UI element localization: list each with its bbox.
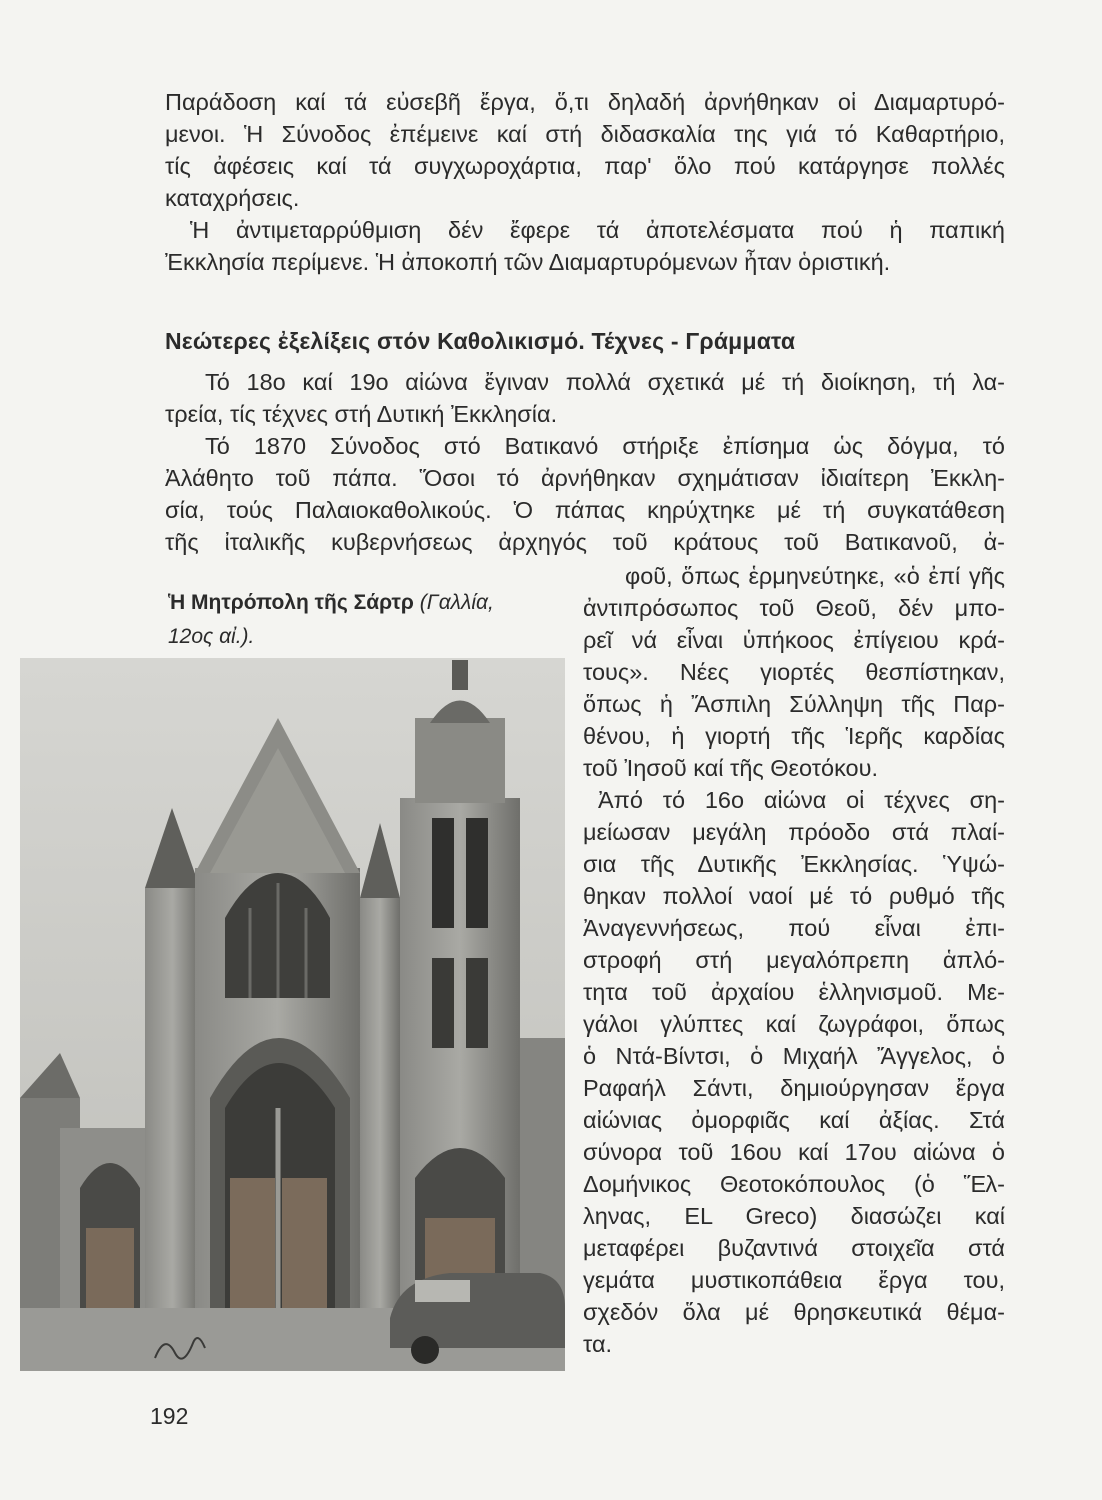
text-line: ὁ Ντά-Βίντσι, ὁ Μιχαήλ Ἄγγελος, ὁ bbox=[583, 1043, 1005, 1069]
text-line: γάλοι γλύπτες καί ζωγράφοι, ὅπως bbox=[583, 1011, 1005, 1037]
text-line: τα. bbox=[583, 1331, 613, 1357]
text-line: τητα τοῦ ἀρχαίου ἑλληνισμοῦ. Με- bbox=[583, 979, 1005, 1005]
text-line: Ἐκκλησία περίμενε. Ἡ ἀποκοπή τῶν Διαμαρτυρόμενων ἦταν ὁριστική. bbox=[165, 249, 891, 275]
text-line: μενοι. Ἡ Σύνοδος ἐπέμεινε καί στή διδασκαλία της γιά τό Καθαρτήριο, bbox=[165, 121, 1005, 147]
text-line: Ἡ ἀντιμεταρρύθμιση δέν ἔφερε τά ἀποτελέσματα πού ἡ παπική bbox=[190, 217, 1005, 243]
text-line: Ραφαήλ Σάντι, δημιούργησαν ἔργα bbox=[583, 1075, 1005, 1101]
text-line: τους». Νέες γιορτές θεσπίστηκαν, bbox=[583, 659, 1005, 685]
page-number: 192 bbox=[150, 1403, 189, 1429]
text-line: καταχρήσεις. bbox=[165, 185, 300, 211]
caption-detail: (Γαλλία, bbox=[419, 591, 494, 614]
text-line: Δομήνικος Θεοτοκόπουλος (ὁ Ἕλ- bbox=[583, 1171, 1005, 1197]
text-line: ἀντιπρόσωπος τοῦ Θεοῦ, δέν μπο- bbox=[583, 595, 1005, 621]
text-line: Τό 18ο καί 19ο αἰώνα ἔγιναν πολλά σχετικά μέ τή διοίκηση, τή λα- bbox=[205, 369, 1005, 395]
text-line: Ἀναγεννήσεως, πού εἶναι ἐπι- bbox=[583, 915, 1005, 941]
text-line: σια τῆς Δυτικῆς Ἐκκλησίας. Ὑψώ- bbox=[583, 851, 1005, 877]
cathedral-photo bbox=[20, 658, 565, 1371]
text-line: τῆς ἰταλικῆς κυβερνήσεως ἀρχηγός τοῦ κράτους τοῦ Βατικανοῦ, ἀ- bbox=[165, 529, 1005, 555]
text-line: σύνορα τοῦ 16ου καί 17ου αἰώνα ὁ bbox=[583, 1139, 1005, 1165]
text-line: φοῦ, ὅπως ἑρμηνεύτηκε, «ὁ ἐπί γῆς bbox=[625, 563, 1005, 589]
caption-title: Ἡ Μητρόπολη τῆς Σάρτρ bbox=[168, 591, 414, 614]
text-line: θένου, ἡ γιορτή τῆς Ἱερῆς καρδίας bbox=[583, 723, 1005, 749]
text-line: τίς ἀφέσεις καί τά συγχωροχάρτια, παρ' ὅλο πού κατάργησε πολλές bbox=[165, 153, 1005, 179]
text-line: ληνας, EL Greco) διασώζει καί bbox=[583, 1203, 1005, 1229]
text-line: Τό 1870 Σύνοδος στό Βατικανό στήριξε ἐπίσημα ὡς δόγμα, τό bbox=[205, 433, 1005, 459]
text-line: στροφή στή μεγαλόπρεπη ἁπλό- bbox=[583, 947, 1005, 973]
section-heading: Νεώτερες ἐξελίξεις στόν Καθολικισμό. Τέχνες - Γράμματα bbox=[165, 328, 796, 354]
text-line: μείωσαν μεγάλη πρόοδο στά πλαί- bbox=[583, 819, 1005, 845]
text-line: θηκαν πολλοί ναοί μέ τό ρυθμό τῆς bbox=[583, 883, 1005, 909]
text-line: αἰώνιας ὀμορφιᾶς καί ἀξίας. Στά bbox=[583, 1107, 1005, 1133]
text-line: Ἀλάθητο τοῦ πάπα. Ὅσοι τό ἀρνήθηκαν σχημάτισαν ἰδιαίτερη Ἐκκλη- bbox=[165, 465, 1005, 491]
text-line: Παράδοση καί τά εὐσεβῆ ἔργα, ὅ,τι δηλαδή ἀρνήθηκαν οἱ Διαμαρτυρό- bbox=[165, 89, 1005, 115]
text-line: τοῦ Ἰησοῦ καί τῆς Θεοτόκου. bbox=[583, 755, 879, 781]
text-line: τρεία, τίς τέχνες στή Δυτική Ἐκκλησία. bbox=[165, 401, 558, 427]
image-caption bbox=[168, 586, 568, 654]
text-line: σία, τούς Παλαιοκαθολικούς. Ὁ πάπας κηρύχτηκε μέ τή συγκατάθεση bbox=[165, 497, 1005, 523]
text-line: μεταφέρει βυζαντινά στοιχεῖα στά bbox=[583, 1235, 1005, 1261]
text-line: ὅπως ἡ Ἄσπιλη Σύλληψη τῆς Παρ- bbox=[583, 691, 1005, 717]
text-line: ρεῖ νά εἶναι ὑπήκοος ἐπίγειου κρά- bbox=[583, 627, 1005, 653]
caption-detail: 12ος αἰ.). bbox=[168, 625, 255, 648]
text-line: γεμάτα μυστικοπάθεια ἔργα του, bbox=[583, 1267, 1005, 1293]
cathedral-illustration bbox=[20, 658, 565, 1371]
text-line: σχεδόν ὅλα μέ θρησκευτικά θέμα- bbox=[583, 1299, 1005, 1325]
text-line: Ἀπό τό 16ο αἰώνα οἱ τέχνες ση- bbox=[598, 787, 1005, 813]
